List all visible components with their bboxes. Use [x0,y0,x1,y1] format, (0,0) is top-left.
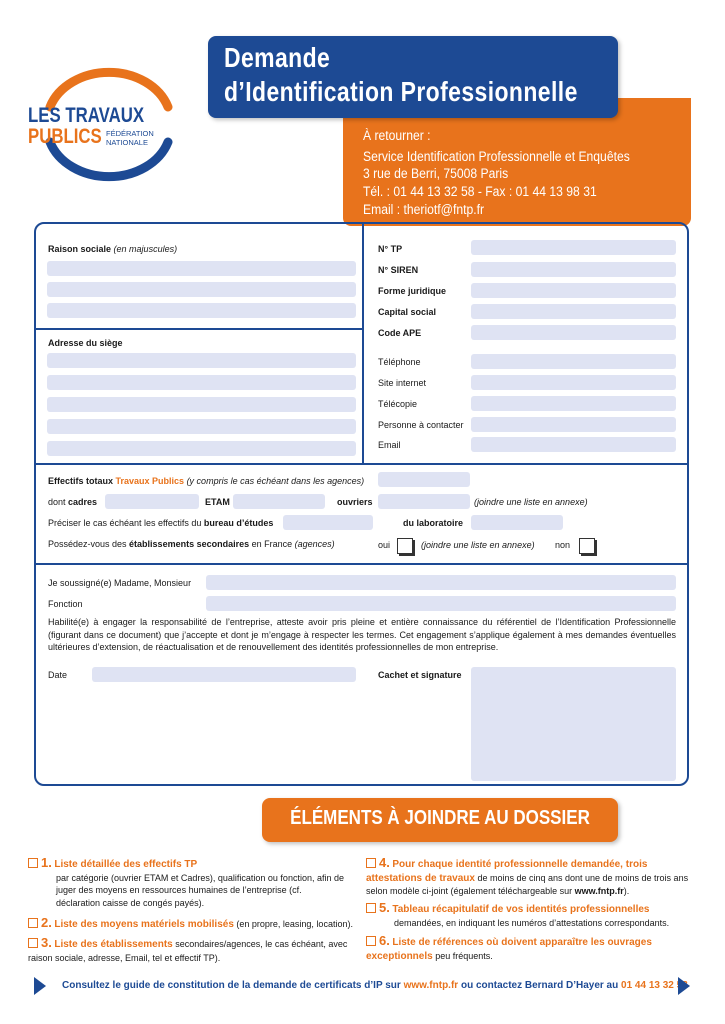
cachet-signature-field[interactable] [471,667,676,781]
logo-line1: LES TRAVAUX [28,104,145,127]
raison-sociale-field-3[interactable] [47,303,356,318]
page-title-line2: d’Identification Professionnelle [224,76,578,107]
personne-contacter-label: Personne à contacter [378,420,464,430]
footer-text: Consultez le guide de constitution de la demande de certificats d’IP sur www.fntp.fr ou contactez Bernard D’Hayer au 01 44 13 32 58 [62,980,688,991]
form-divider-1 [35,463,688,465]
adresse-field-4[interactable] [47,419,356,434]
elements-title: ÉLÉMENTS À JOINDRE AU DOSSIER [290,807,590,829]
adresse-field-5[interactable] [47,441,356,456]
telecopie-field[interactable] [471,396,676,411]
footer-link[interactable]: www.fntp.fr [403,980,459,991]
return-line1: Service Identification Professionnelle et Enquêtes [363,149,630,164]
form-divider-vertical [362,224,364,464]
element-item-5: 5. Tableau récapitulatif de vos identités professionnelles demandées, en indiquant les numéros d’attestations correspondants. [366,902,696,929]
cadres-field[interactable] [105,494,199,509]
effectifs-totaux-label: Effectifs totaux Travaux Publics (y compris le cas échéant dans les agences) [48,476,365,486]
code-ape-field[interactable] [471,325,676,340]
element-item-2: 2. Liste des moyens matériels mobilisés (en propre, leasing, location). [28,917,358,932]
joindre-annexe-1: (joindre une liste en annexe) [474,497,588,507]
element-item-4: 4. Pour chaque identité professionnelle demandée, trois attestations de travaux de moins de cinq ans dont une de moins de trois ans selon modèle ci-joint (également téléchargeable sur www.fntp.fr). [366,855,689,896]
return-label: À retourner : [363,128,431,143]
telephone-label: Téléphone [378,357,421,367]
laboratoire-label: du laboratoire [403,518,464,528]
raison-sociale-field-1[interactable] [47,261,356,276]
logo-sub1: FÉDÉRATION [106,129,154,138]
adresse-siege-label: Adresse du siège [48,338,123,348]
etam-field[interactable] [233,494,325,509]
personne-contacter-field[interactable] [471,417,676,432]
joindre-annexe-2: (joindre une liste en annexe) [421,540,535,550]
form-divider-left [35,328,363,330]
date-field[interactable] [92,667,356,682]
adresse-field-1[interactable] [47,353,356,368]
bureau-etudes-field[interactable] [283,515,373,530]
element-item-1: 1. Liste détaillée des effectifs TP par catégorie (ouvrier ETAM et Cadres), qualification ou fonction, afin de juger des moyens en ressources humaines de l’entreprise (cf. déclaration caisse de congés payés). [28,857,348,909]
adresse-field-2[interactable] [47,375,356,390]
oui-label: oui [378,540,391,550]
logo-sub2: NATIONALE [106,138,148,147]
site-internet-label: Site internet [378,378,427,388]
non-label: non [555,540,571,550]
cachet-signature-label: Cachet et signature [378,670,462,680]
raison-sociale-label: Raison sociale (en majuscules) [48,244,178,254]
element-item-6: 6. Liste de références où doivent apparaître les ouvrages exceptionnels peu fréquents. [366,933,652,962]
no-tp-label: N° TP [378,244,403,254]
email-field[interactable] [471,437,676,452]
soussigne-field[interactable] [206,575,676,590]
no-siren-field[interactable] [471,262,676,277]
non-checkbox[interactable] [579,538,595,554]
code-ape-label: Code APE [378,328,422,338]
effectifs-totaux-field[interactable] [378,472,470,487]
possedez-label: Possédez-vous des établissements secondaires en France (agences) [48,539,335,549]
no-tp-field[interactable] [471,240,676,255]
telephone-field[interactable] [471,354,676,369]
no-siren-label: N° SIREN [378,265,419,275]
cadres-label: dont cadres [48,497,98,507]
oui-checkbox[interactable] [397,538,413,554]
fonction-label: Fonction [48,599,83,609]
return-line4: Email : theriotf@fntp.fr [363,202,485,217]
return-line3: Tél. : 01 44 13 32 58 - Fax : 01 44 13 98 31 [363,184,597,199]
capital-social-label: Capital social [378,307,437,317]
element-item-3: 3. Liste des établissements secondaires/agences, le cas échéant, avec raison sociale, adresse, Email, tel et effectif TP). [28,935,348,963]
ouvriers-label: ouvriers [337,497,373,507]
laboratoire-field[interactable] [471,515,563,530]
form-divider-2 [35,563,688,565]
etam-label: ETAM [205,497,230,507]
telecopie-label: Télécopie [378,399,418,409]
return-line2: 3 rue de Berri, 75008 Paris [363,166,509,181]
page-title-box [208,36,618,118]
elements-title-box [262,798,618,842]
adresse-field-3[interactable] [47,397,356,412]
ouvriers-field[interactable] [378,494,470,509]
preciser-label: Préciser le cas échéant les effectifs du bureau d’études [48,518,274,528]
soussigne-label: Je soussigné(e) Madame, Monsieur [48,578,192,588]
forme-juridique-label: Forme juridique [378,286,447,296]
footer-arrow-left-icon [34,977,46,995]
raison-sociale-field-2[interactable] [47,282,356,297]
engagement-text: Habilité(e) à engager la responsabilité de l’entreprise, atteste avoir pris pleine et entière connaissance du référentiel de l’Identification Professionnelle (figurant dans ce document) que j’accepte et dont je m’engage à respecter les termes. Cet engagement s’applique également à mes demandes éventuelles ultérieures d’extension, de réactualisation et de renouvellement des identités professionnelles de mon entreprise. [48,617,676,652]
logo-line2: PUBLICS [28,125,102,148]
fntp-logo [28,62,188,192]
forme-juridique-field[interactable] [471,283,676,298]
email-label: Email [378,440,401,450]
page-title-line1: Demande [224,42,331,73]
fonction-field[interactable] [206,596,676,611]
footer-arrow-right-icon [678,977,690,995]
capital-social-field[interactable] [471,304,676,319]
site-internet-field[interactable] [471,375,676,390]
date-label: Date [48,670,68,680]
